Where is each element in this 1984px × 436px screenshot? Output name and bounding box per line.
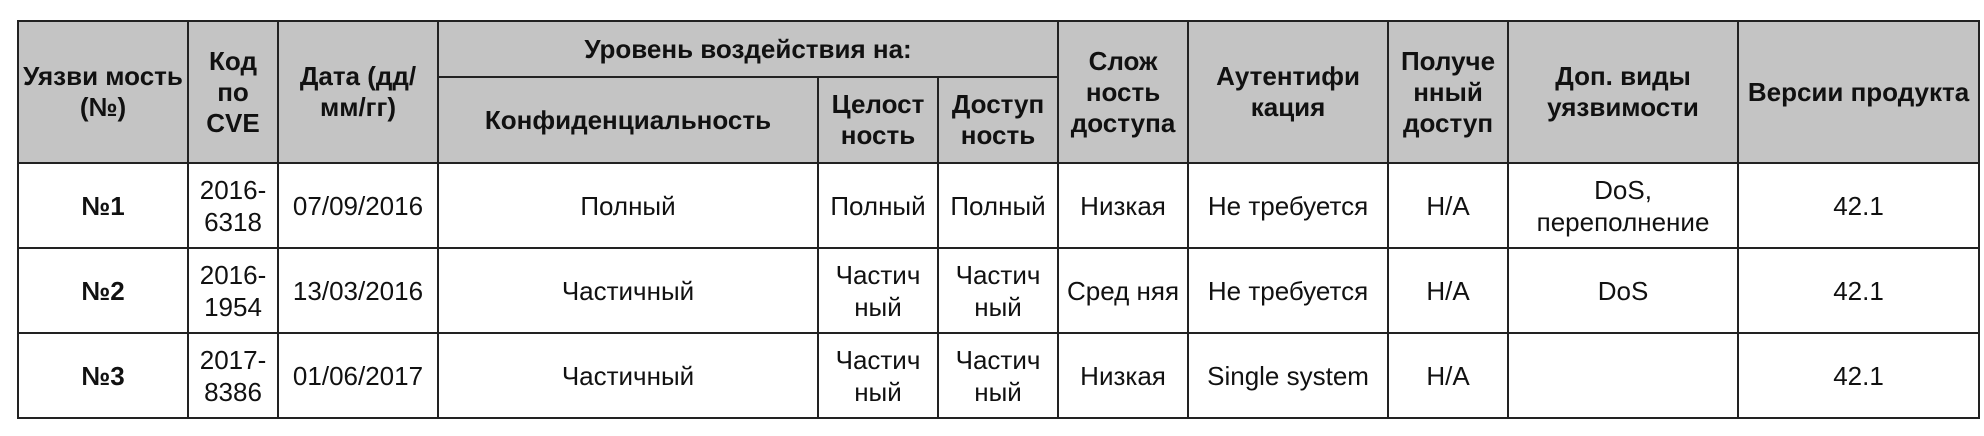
cell-date: 01/06/2017 (278, 333, 438, 418)
vulnerability-table (17, 20, 1980, 419)
header-impact-group: Уровень воздействия на: (438, 21, 1058, 77)
header-date: Дата (дд/мм/гг) (278, 21, 438, 163)
header-integrity: Целост ность (818, 77, 938, 163)
cell-availability: Частич ный (938, 333, 1058, 418)
cell-availability: Частич ный (938, 248, 1058, 333)
cell-vuln-types (1508, 333, 1738, 418)
cell-versions: 42.1 (1738, 333, 1979, 418)
header-access-complexity: Слож ность доступа (1058, 21, 1188, 163)
header-cve-code: Код по CVE (188, 21, 278, 163)
header-access-gained: Получе нный доступ (1388, 21, 1508, 163)
cell-integrity: Частич ный (818, 248, 938, 333)
header-versions: Версии продукта (1738, 21, 1979, 163)
cell-versions: 42.1 (1738, 248, 1979, 333)
header-authentication: Аутентифи кация (1188, 21, 1388, 163)
cell-complexity: Низкая (1058, 333, 1188, 418)
cell-vuln-id: №2 (18, 248, 188, 333)
cell-vuln-types: DoS, переполнение (1508, 163, 1738, 248)
cell-availability: Полный (938, 163, 1058, 248)
cell-cve: 2017-8386 (188, 333, 278, 418)
cell-authentication: Single system (1188, 333, 1388, 418)
table-row (18, 248, 1979, 333)
cell-vuln-types: DoS (1508, 248, 1738, 333)
cell-confidentiality: Частичный (438, 248, 818, 333)
cell-integrity: Частич ный (818, 333, 938, 418)
table-row (18, 333, 1979, 418)
cell-date: 07/09/2016 (278, 163, 438, 248)
cell-complexity: Сред няя (1058, 248, 1188, 333)
header-row-1 (18, 21, 1979, 77)
cell-access: Н/А (1388, 248, 1508, 333)
cell-complexity: Низкая (1058, 163, 1188, 248)
cell-authentication: Не требуется (1188, 163, 1388, 248)
header-vuln-no: Уязви мость (№) (18, 21, 188, 163)
cell-cve: 2016-6318 (188, 163, 278, 248)
cell-confidentiality: Частичный (438, 333, 818, 418)
cell-cve: 2016-1954 (188, 248, 278, 333)
cell-date: 13/03/2016 (278, 248, 438, 333)
header-availability: Доступ ность (938, 77, 1058, 163)
cell-integrity: Полный (818, 163, 938, 248)
cell-authentication: Не требуется (1188, 248, 1388, 333)
cell-confidentiality: Полный (438, 163, 818, 248)
table-row (18, 163, 1979, 248)
header-vuln-types: Доп. виды уязвимости (1508, 21, 1738, 163)
cell-vuln-id: №3 (18, 333, 188, 418)
cell-access: Н/А (1388, 333, 1508, 418)
cell-access: Н/А (1388, 163, 1508, 248)
cell-vuln-id: №1 (18, 163, 188, 248)
cell-versions: 42.1 (1738, 163, 1979, 248)
header-confidentiality: Конфиденциальность (438, 77, 818, 163)
